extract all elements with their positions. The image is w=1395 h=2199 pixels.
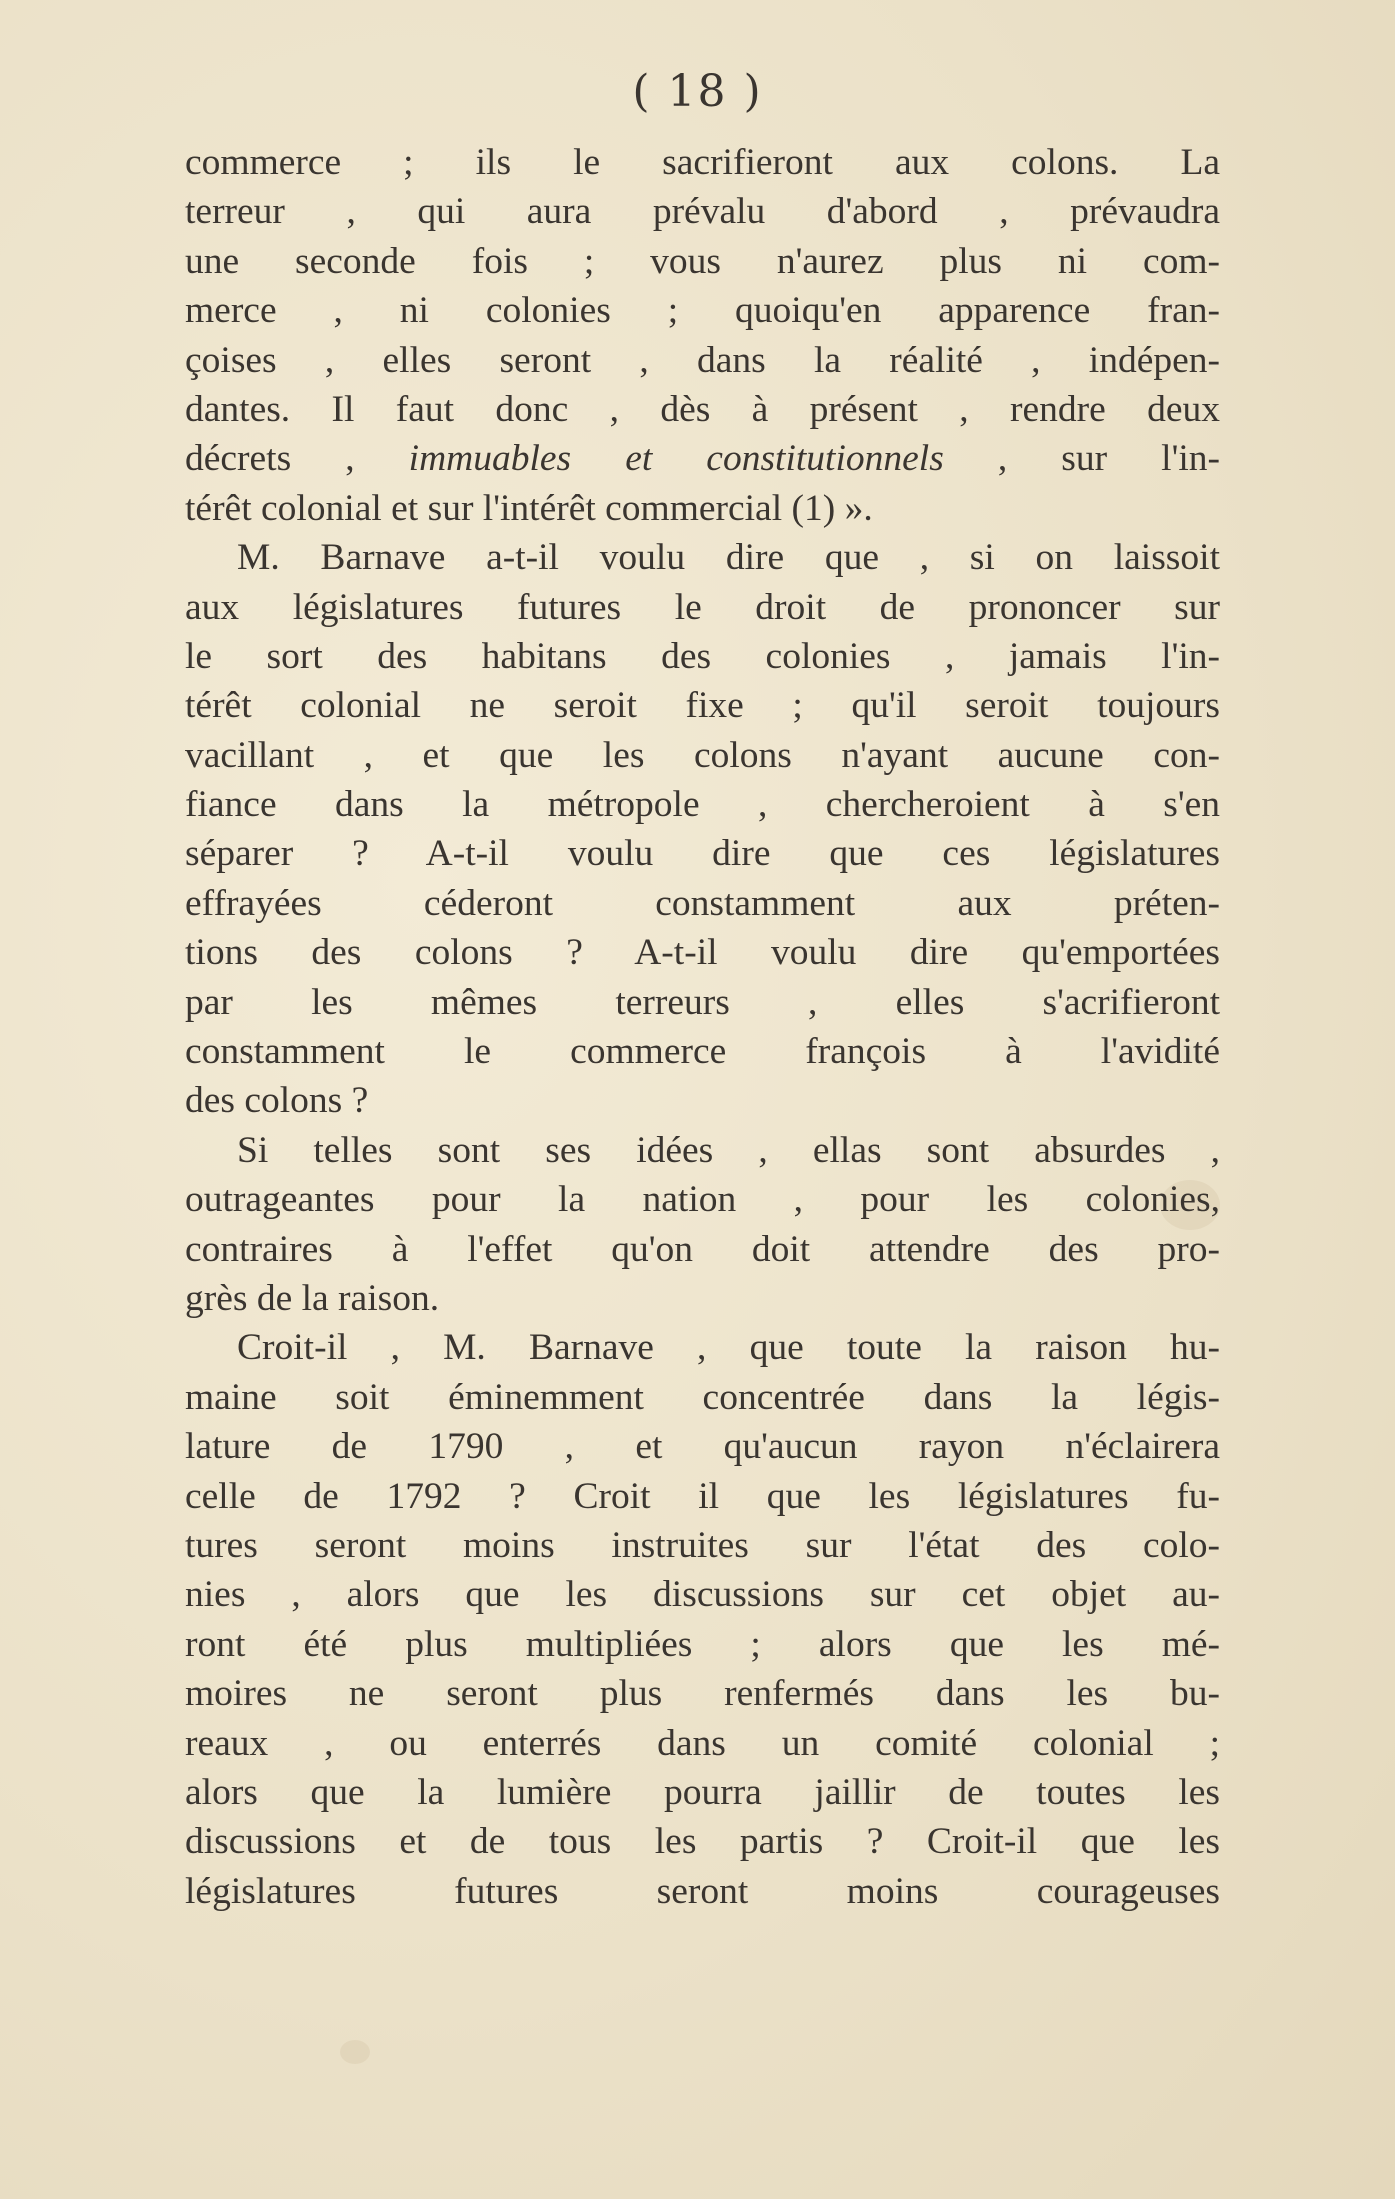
text-line: vacillant , et que les colons n'ayant aucune con-	[185, 734, 1220, 776]
text-line: lature de 1790 , et qu'aucun rayon n'éclairera	[185, 1426, 1220, 1468]
text-line: effrayées céderont constamment aux préten-	[185, 882, 1220, 924]
text-line: térêt colonial ne seroit fixe ; qu'il seroit toujours	[185, 685, 1220, 727]
text-line: tions des colons ? A-t-il voulu dire qu'emportées	[185, 932, 1220, 974]
text-line: commerce ; ils le sacrifieront aux colons. La	[185, 142, 1220, 183]
text-line: merce , ni colonies ; quoiqu'en apparence fran-	[185, 290, 1220, 332]
text-line: par les mêmes terreurs , elles s'acrifieront	[185, 981, 1220, 1023]
paragraph	[185, 533, 1220, 1126]
text-line: une seconde fois ; vous n'aurez plus ni com-	[185, 240, 1220, 282]
text-segment: , sur l'in-	[943, 438, 1220, 480]
page-number: ( 18 )	[632, 66, 763, 117]
text-line: législatures futures seront moins courageuses	[185, 1870, 1220, 1912]
text-line: aux législatures futures le droit de prononcer sur	[185, 586, 1220, 628]
text-line: le sort des habitans des colonies , jamais l'in-	[185, 635, 1220, 677]
paragraph	[185, 1323, 1220, 1916]
text-line: moires ne seront plus renfermés dans les bu-	[185, 1673, 1220, 1715]
text-line: contraires à l'effet qu'on doit attendre des pro-	[185, 1228, 1220, 1270]
page-body	[185, 138, 1220, 1916]
paper-stain	[340, 2040, 370, 2064]
text-segment: décrets ,	[185, 438, 409, 480]
text-line: nies , alors que les discussions sur cet objet au-	[185, 1574, 1220, 1616]
text-line: ront été plus multipliées ; alors que les mé-	[185, 1623, 1220, 1665]
text-line: grès de la raison.	[185, 1277, 440, 1319]
text-line	[185, 434, 1220, 483]
text-line: M. Barnave a-t-il voulu dire que , si on laissoit	[237, 537, 1220, 579]
text-line: reaux , ou enterrés dans un comité colonial ;	[185, 1722, 1220, 1764]
text-line: celle de 1792 ? Croit il que les législatures fu-	[185, 1475, 1220, 1517]
text-line: çoises , elles seront , dans la réalité , indépen-	[185, 339, 1220, 381]
text-line: alors que la lumière pourra jaillir de toutes les	[185, 1771, 1220, 1813]
italic-phrase: immuables et constitutionnels	[408, 438, 944, 480]
text-line: tures seront moins instruites sur l'état des colo-	[185, 1524, 1220, 1566]
text-line: séparer ? A-t-il voulu dire que ces législatures	[185, 833, 1220, 875]
text-line: outrageantes pour la nation , pour les colonies,	[185, 1179, 1220, 1221]
paragraph	[185, 1126, 1220, 1324]
text-line: térêt colonial et sur l'intérêt commercial (1) ».	[185, 487, 873, 529]
paragraph	[185, 138, 1220, 533]
text-line: des colons ?	[185, 1080, 369, 1122]
text-line: fiance dans la métropole , chercheroient à s'en	[185, 784, 1220, 826]
text-line: Croit-il , M. Barnave , que toute la raison hu-	[237, 1327, 1220, 1369]
text-line: maine soit éminemment concentrée dans la légis-	[185, 1376, 1220, 1418]
text-line: dantes. Il faut donc , dès à présent , rendre deux	[185, 388, 1220, 430]
text-line: constamment le commerce françois à l'avidité	[185, 1031, 1220, 1073]
text-line: terreur , qui aura prévalu d'abord , prévaudra	[185, 191, 1220, 233]
text-line: discussions et de tous les partis ? Croit-il que les	[185, 1821, 1220, 1863]
text-line: Si telles sont ses idées , ellas sont absurdes ,	[237, 1129, 1220, 1171]
